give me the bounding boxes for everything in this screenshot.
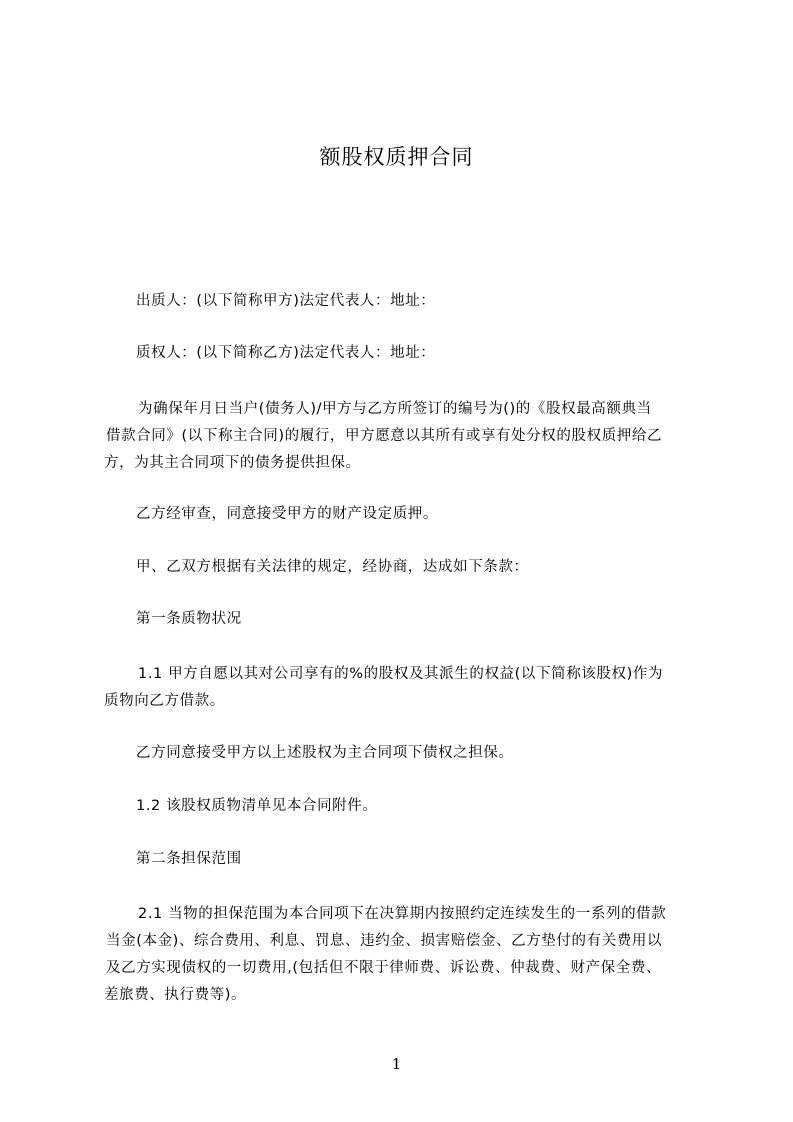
paragraph-line: 2.1 当物的担保范围为本合同项下在决算期内按照约定连续发生的一系列的借款 (138, 906, 667, 922)
paragraph-line: 为确保年月日当户(债务人)/甲方与乙方所签订的编号为()的《股权最高额典当 (138, 401, 652, 417)
paragraph-line: 出质人：(以下简称甲方)法定代表人：地址： (136, 293, 436, 309)
paragraph-purpose (104, 396, 704, 477)
paragraph-review (104, 501, 704, 528)
article-one-heading (104, 606, 704, 633)
paragraph-line: 甲、乙双方根据有关法律的规定，经协商，达成如下条款： (136, 559, 529, 575)
clause-1-2 (104, 793, 704, 820)
clause-2-1 (104, 901, 704, 1009)
paragraph-line: 当金(本金)、综合费用、利息、罚息、违约金、损害赔偿金、乙方垫付的有关费用以 (106, 933, 663, 949)
paragraph-line: 乙方同意接受甲方以上述股权为主合同项下债权之担保。 (136, 745, 514, 761)
paragraph-line: 乙方经审查，同意接受甲方的财产设定质押。 (136, 506, 438, 522)
paragraph-line: 方，为其主合同项下的债务提供担保。 (104, 455, 361, 471)
paragraph-acceptance (104, 740, 704, 767)
paragraph-pledgee (104, 340, 704, 367)
paragraph-line: 及乙方实现债权的一切费用,(包括但不限于律师费、诉讼费、仲裁费、财产保全费、 (106, 960, 662, 976)
paragraph-line: 借款合同》(以下称主合同)的履行，甲方愿意以其所有或享有处分权的股权质押给乙 (106, 428, 663, 444)
clause-1-1 (104, 661, 704, 715)
paragraph-line: 1.2 该股权质物清单见本合同附件。 (136, 798, 378, 814)
paragraph-agreement (104, 554, 704, 581)
document-title: 额股权质押合同 (319, 145, 474, 169)
article-two-heading (104, 846, 704, 873)
paragraph-line: 差旅费、执行费等)。 (104, 987, 247, 1003)
page-number: 1 (391, 1055, 402, 1073)
paragraph-line: 第二条担保范围 (136, 851, 242, 867)
paragraph-line: 第一条质物状况 (136, 611, 242, 627)
paragraph-line: 质权人：(以下简称乙方)法定代表人：地址： (136, 345, 436, 361)
paragraph-line: 1.1 甲方自愿以其对公司享有的%的股权及其派生的权益(以下简称该股权)作为 (138, 666, 664, 682)
paragraph-line: 质物向乙方借款。 (104, 693, 225, 709)
paragraph-pledgor (104, 288, 704, 315)
